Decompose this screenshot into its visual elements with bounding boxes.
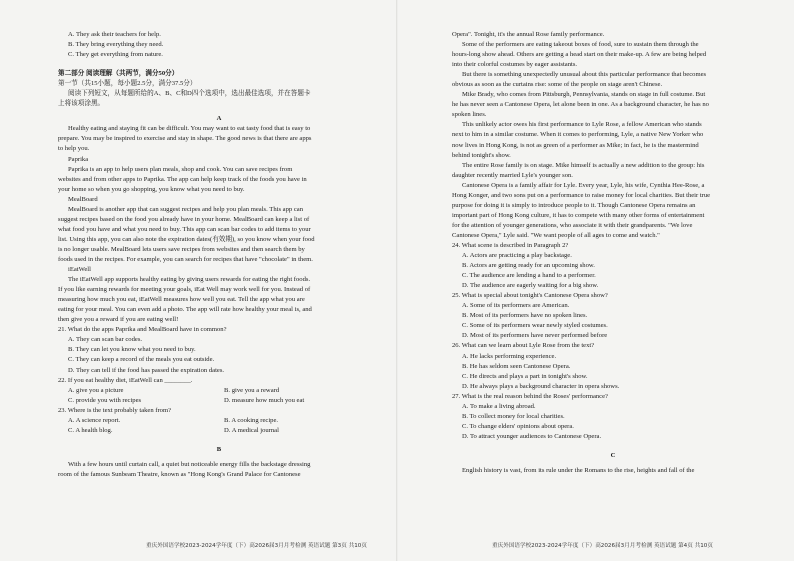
instruction-line: 上将该项涂黑。 — [58, 100, 105, 108]
text-line: then give you a reward if you are eating well! — [58, 316, 179, 324]
text-line: hours-long show ahead. Others are getting a head start on their make-up. A few are being helped — [452, 51, 707, 59]
text-line: Paprika is an app to help users plan meals, shop and cook. You can save recipes from — [68, 165, 293, 173]
text-line: Opera". Tonight, it's the annual Rose family performance. — [452, 31, 605, 38]
text-line: important part of Hong Kong culture, it has to compete with many other forms of entertainment — [452, 211, 705, 219]
text-line: your home so when you go shopping, you know what you need to buy. — [58, 185, 245, 193]
question-22-options — [58, 386, 380, 406]
text-line: spoken lines. — [452, 111, 487, 119]
page-fold — [396, 0, 398, 561]
option: B. He has seldom seen Cantonese Opera. — [462, 362, 571, 370]
text-line: measuring how much you eat, iEatWell measures how well you eat. Tell the app what you are — [58, 296, 305, 304]
text-line: Hong Konger, and two sons put on a performance to raise money for local charities. But their true — [452, 191, 711, 199]
text-line: websites and from other apps to Paprika. The app can help keep track of the foods you have in — [58, 175, 307, 183]
text-line: English history is vast, from its rule under the Romans to the rise, heights and fall of the — [462, 466, 695, 474]
page-footer-right: 重庆外国语学校2023-2024学年度（下）高2026届3月月考检测 英语试题 第4页 共10页 — [492, 543, 713, 549]
right-page-column — [452, 30, 774, 476]
text-line: next to him in a similar costume. When it comes to performing, Lyle, a native New Yorker who — [452, 131, 704, 139]
option: A. Actors are practicing a play backstage. — [462, 252, 572, 260]
text-line: But there is something unexpectedly unusual about this particular performance that becomes — [462, 71, 707, 79]
option: A. He lacks performing experience. — [462, 352, 557, 360]
option: C. They can keep a record of the meals you eat outside. — [68, 356, 215, 364]
text-line: Cantonese Opera," Lyle said. "We want people of all ages to come and watch." — [452, 231, 660, 239]
text-line: into their colorful costumes by eager assistants. — [452, 61, 578, 69]
question-23: 23. Where is the text probably taken from? — [58, 406, 172, 414]
option: D. The audience are eagerly waiting for a big show. — [462, 282, 599, 290]
question-21-options — [58, 335, 380, 375]
text-line: purpose for doing it is simply to introduce people to it. Though Cantonese Opera remains an — [452, 201, 696, 209]
option: C. The audience are lending a hand to a performer. — [462, 272, 596, 280]
question-25: 25. What is special about tonight's Cantonese Opera show? — [452, 292, 608, 300]
page-footer-left: 重庆外国语学校2023-2024学年度（下）高2026届3月月考检测 英语试题 第3页 共10页 — [146, 543, 367, 549]
option: B. Most of its performers have no spoken lines. — [462, 312, 588, 320]
option: B. They can let you know what you need to buy. — [68, 346, 196, 354]
text-line: is no longer usable. MealBoard lets users save recipes from websites and then search them by — [58, 245, 305, 253]
question-27: 27. What is the real reason behind the Roses' performance? — [452, 392, 608, 400]
question-22: 22. If you eat healthy diet, iEatWell can ________. — [58, 376, 193, 384]
option: C. They get everything from nature. — [68, 51, 163, 59]
option: A. They can scan bar codes. — [68, 336, 143, 344]
option: C. Some of its performers wear newly styled costumes. — [462, 322, 608, 330]
text-line: eating for your meal. You can even add a photo. The app will rate how healthy your meal is, and — [58, 306, 312, 314]
text-line: now lives in Hong Kong, is not as green of a performer as Mike; in fact, he is the mastermind — [452, 141, 699, 149]
question-21: 21. What do the apps Paprika and MealBoard have in common? — [58, 326, 227, 334]
text-line: Cantonese Opera is a family affair for Lyle. Every year, Lyle, his wife, Cynthia Hee-Rose, a — [462, 181, 705, 189]
text-line: list. Using this app, you can also note the expiration dates(有效期), so you know when your food — [58, 235, 315, 243]
option: D. They can tell if the food has passed the expiration dates. — [68, 366, 225, 374]
option: D. A medical journal — [224, 426, 279, 434]
text-line: suggest recipes based on the food you already have in your home. MealBoard can keep a list of — [58, 215, 310, 223]
text-line: behind tonight's show. — [452, 151, 511, 159]
section-header: 第二部分 阅读理解（共两节，满分50分） — [58, 70, 179, 78]
passage-a-text — [58, 124, 380, 325]
text-line: This unlikely actor owes his first performance to Lyle Rose, a fellow American who stands — [462, 121, 702, 129]
text-line: what food you have and what you need to buy. This app can scan bar codes to add items to your — [58, 225, 311, 233]
left-page-column — [58, 30, 380, 480]
instruction-line: 阅读下列短文，从每题所给的A、B、C和D四个选项中，选出最佳选项，并在答题卡 — [68, 90, 311, 98]
text-line: he has never seen a Cantonese Opera, let alone been in one. As a background character, he has no — [452, 101, 709, 109]
question-26-options — [452, 352, 774, 392]
text-line: Mike Brady, who comes from Pittsburgh, Pennsylvania, stands on stage in full costume. But — [462, 91, 706, 99]
option: C. A health blog. — [68, 426, 113, 434]
option: C. provide you with recipes — [68, 396, 142, 404]
option: B. They bring everything they need. — [68, 41, 164, 49]
passage-c-text — [452, 466, 774, 476]
question-24: 24. What scene is described in Paragraph 2? — [452, 241, 569, 249]
text-line: daughter recently married Lyle's younger son. — [452, 171, 573, 179]
passage-a-letter: A — [216, 115, 222, 123]
text-line: iEatWell — [68, 266, 91, 274]
option: D. To attract younger audiences to Cantonese Opera. — [462, 432, 602, 440]
text-line: MealBoard — [68, 195, 98, 203]
option: A. To make a living abroad. — [462, 402, 536, 410]
option: D. measure how much you eat — [224, 396, 305, 404]
text-line: If you like earning rewards for meeting your goals, iEat Well may work well for you. Instead of — [58, 286, 311, 294]
text-line: Some of the performers are eating takeout boxes of food, sure to sustain them through the — [462, 41, 699, 49]
option: D. Most of its performers have never performed before — [462, 332, 608, 340]
question-26: 26. What can we learn about Lyle Rose from the text? — [452, 342, 595, 350]
option: B. To collect money for local charities. — [462, 412, 565, 420]
option: B. Actors are getting ready for an upcoming show. — [462, 262, 595, 270]
text-line: prepare. You may be inspired to exercise and stay in shape. The good news is that there are apps — [58, 135, 312, 143]
text-line: The entire Rose family is on stage. Mike himself is actually a new addition to the group: his — [462, 161, 705, 169]
option: C. To change elders' opinions about opera. — [462, 422, 574, 430]
option: D. He always plays a background character in opera shows. — [462, 382, 620, 390]
option: A. Some of its performers are American. — [462, 302, 570, 310]
question-23-options — [58, 416, 380, 436]
text-line: to help you. — [58, 145, 90, 153]
passage-b-text — [58, 460, 380, 480]
passage-c-letter: C — [610, 451, 616, 459]
question-25-options — [452, 301, 774, 341]
text-line: With a few hours until curtain call, a quiet but noticeable energy fills the backstage dressing — [68, 460, 311, 468]
option: C. He directs and plays a part in tonight's show. — [462, 372, 588, 380]
text-line: for the attention of younger generations, who associate it with their grandparents. "We love — [452, 221, 693, 229]
option: A. A science report. — [68, 416, 121, 424]
option: A. They ask their teachers for help. — [68, 31, 161, 38]
text-line: obvious as soon as the curtains rise: some of the people on stage aren't Chinese. — [452, 81, 663, 89]
text-line: The iEatWell app supports healthy eating by giving users rewards for eating the right foods. — [68, 276, 311, 284]
question-24-options — [452, 251, 774, 291]
section-subheader: 第一节（共15小题，每小题2.5分，满分37.5分） — [58, 80, 197, 88]
text-line: MealBoard is another app that can suggest recipes and help you plan meals. This app can — [68, 205, 303, 213]
text-line: foods used in the recipes. For example, you can search for recipes that have "chocolate" in them. — [58, 255, 313, 263]
text-line: Healthy eating and staying fit can be difficult. You may want to eat tasty food that is easy to — [68, 125, 311, 133]
passage-b-continued — [452, 30, 774, 241]
text-line: room of the famous Sunbeam Theatre, known as "Hong Kong's Grand Palace for Cantonese — [58, 470, 301, 478]
passage-b-letter: B — [216, 445, 222, 453]
option: B. give you a reward — [224, 386, 280, 394]
option: B. A cooking recipe. — [224, 416, 279, 424]
option: A. give you a picture — [68, 386, 124, 394]
text-line: Paprika — [68, 155, 89, 163]
prev-question-options — [58, 30, 380, 60]
question-27-options — [452, 402, 774, 442]
